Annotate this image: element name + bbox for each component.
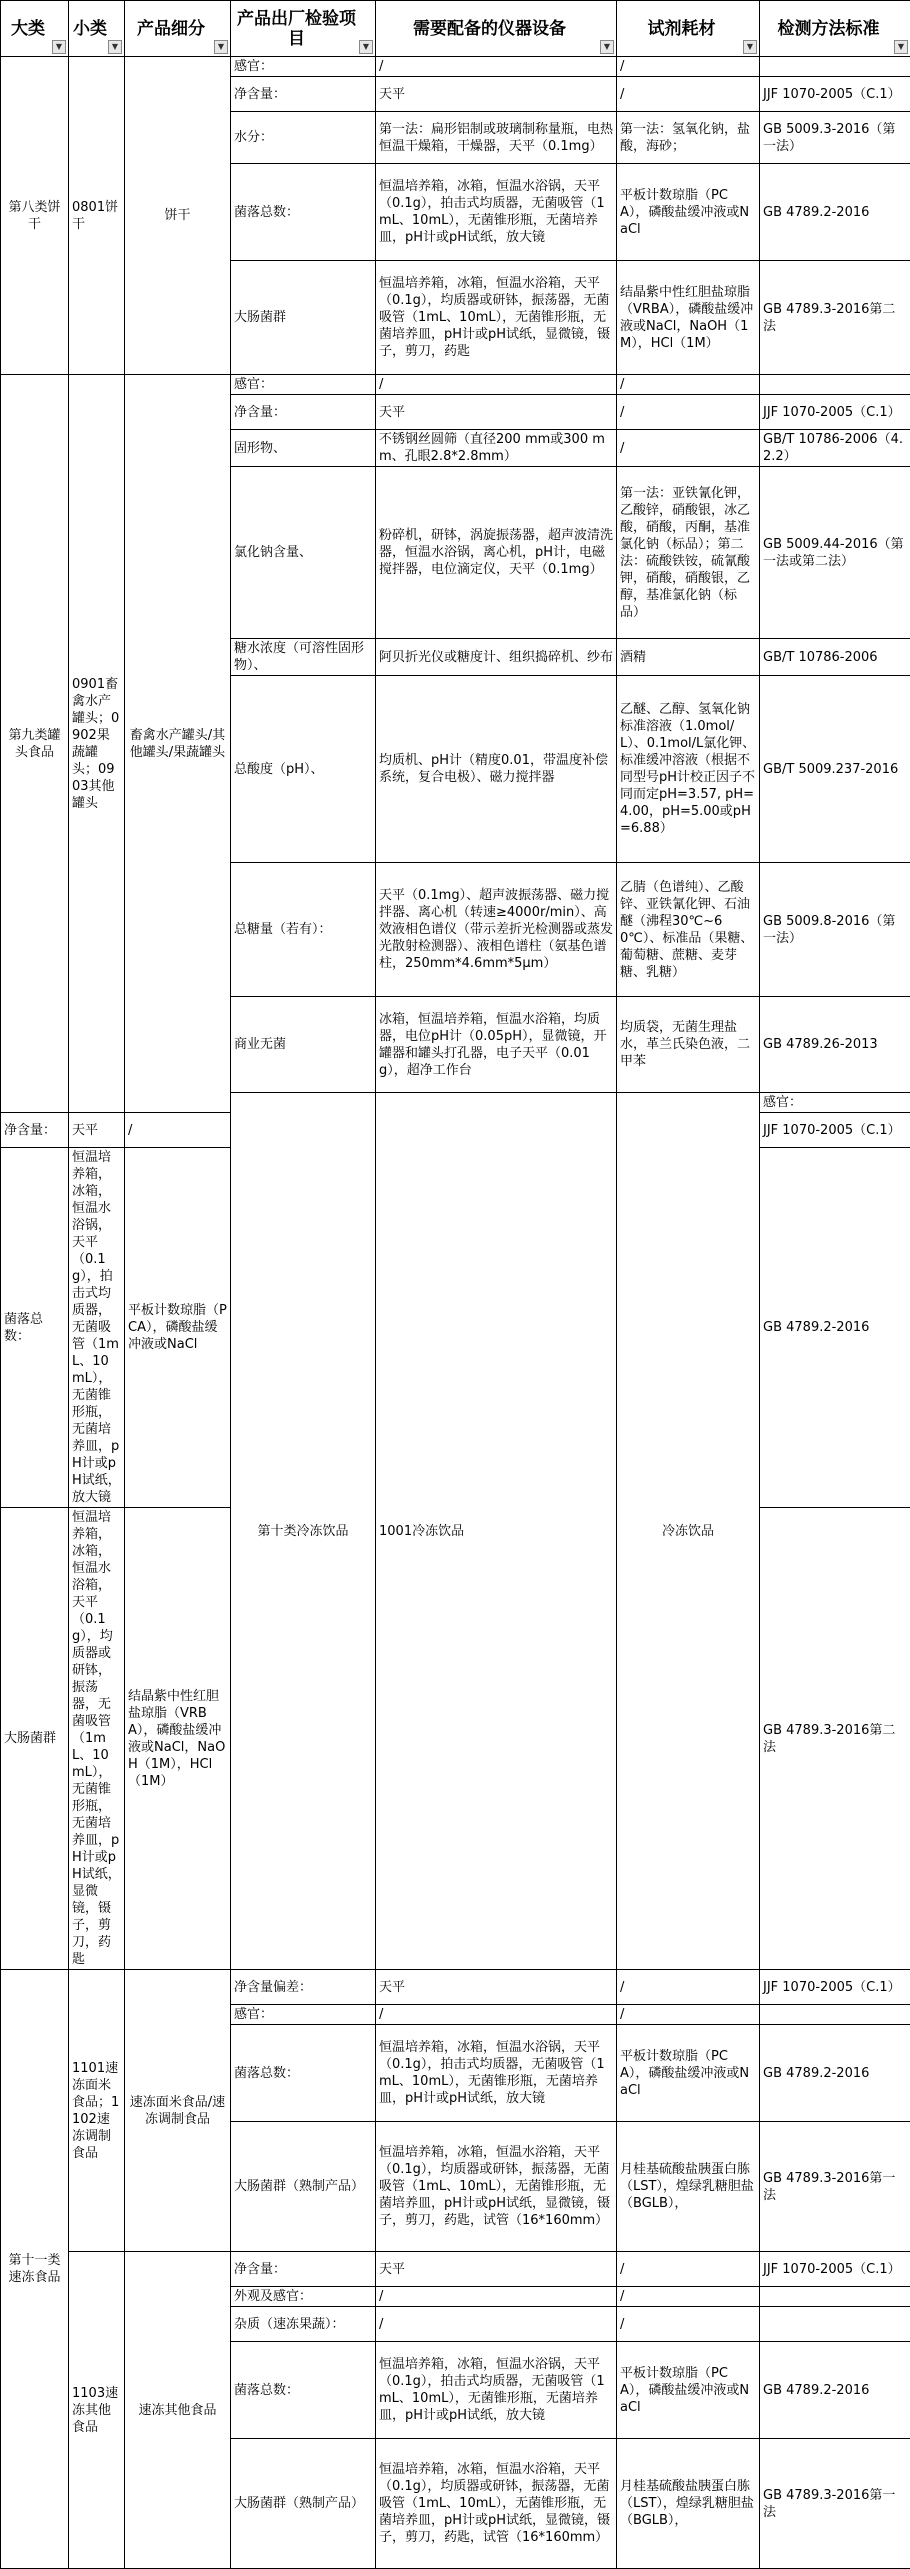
equipment-cell: 恒温培养箱，冰箱，恒温水浴箱，天平（0.1g），均质器或研钵，振荡器，无菌吸管（1mL、10mL），无菌锥形瓶，无菌培养皿，pH计或pH试纸，显微镜，镊子，剪刀，药匙: [376, 261, 617, 375]
filter-dropdown-icon[interactable]: ▼: [600, 40, 614, 54]
reagent-cell: /: [617, 1970, 760, 2005]
equipment-cell: 不锈钢丝圆筛（直径200 mm或300 mm、孔眼2.8*2.8mm）: [376, 430, 617, 467]
reagent-cell: 第一法：亚铁氰化钾，乙酸锌，硝酸银，冰乙酸，硝酸，丙酮，基准氯化钠（标品）；第二法：硫酸铁铵，硫氰酸钾，硝酸，硝酸银，乙醇，基准氯化钠（标品）: [617, 467, 760, 639]
item-cell: 菌落总数：: [1, 1148, 69, 1508]
reagent-cell: 结晶紫中性红胆盐琼脂（VRBA），磷酸盐缓冲液或NaCl，NaOH（1M），HCl（1M）: [617, 261, 760, 375]
filter-dropdown-icon[interactable]: ▼: [743, 40, 757, 54]
item-cell: 感官：: [760, 1093, 910, 1113]
equipment-cell: 天平: [69, 1113, 125, 1148]
item-cell: 大肠菌群（熟制产品）: [231, 2439, 376, 2569]
item-cell: 杂质（速冻果蔬）：: [231, 2307, 376, 2342]
header-category: 大类 ▼: [1, 1, 69, 57]
item-cell: 总糖量（若有）：: [231, 863, 376, 997]
reagent-cell: 第一法：氢氧化钠，盐酸，海砂；: [617, 112, 760, 164]
reagent-cell: /: [617, 2005, 760, 2025]
standard-cell: GB 4789.2-2016: [760, 1148, 910, 1508]
equipment-cell: 恒温培养箱，冰箱，恒温水浴锅，天平（0.1g），拍击式均质器，无菌吸管（1mL、10mL），无菌锥形瓶，无菌培养皿，pH计或pH试纸，放大镜: [376, 2025, 617, 2122]
standard-cell: GB 4789.3-2016第一法: [760, 2439, 910, 2569]
equipment-cell: 第一法：扁形铝制或玻璃制称量瓶，电热恒温干燥箱，干燥器，天平（0.1mg）: [376, 112, 617, 164]
item-cell: 固形物、: [231, 430, 376, 467]
subcategory-cell: 0901畜禽水产罐头；0902果蔬罐头；0903其他罐头: [69, 375, 125, 1113]
item-cell: 大肠菌群（熟制产品）: [231, 2122, 376, 2252]
equipment-cell: 粉碎机，研钵，涡旋振荡器，超声波清洗器，恒温水浴锅，离心机，pH计，电磁搅拌器，电位滴定仪，天平（0.1mg）: [376, 467, 617, 639]
product-cell: 冷冻饮品: [617, 1093, 760, 1970]
standard-cell: GB 5009.44-2016（第一法或第二法）: [760, 467, 910, 639]
reagent-cell: 平板计数琼脂（PCA），磷酸盐缓冲液或NaCl: [617, 2025, 760, 2122]
standard-cell: [760, 2005, 910, 2025]
standard-cell: GB 4789.2-2016: [760, 164, 910, 261]
standard-cell: [760, 2307, 910, 2342]
equipment-cell: 天平: [376, 77, 617, 112]
subcategory-cell: 1101速冻面米食品；1102速冻调制食品: [69, 1970, 125, 2252]
item-cell: 感官：: [231, 57, 376, 77]
reagent-cell: 结晶紫中性红胆盐琼脂（VRBA），磷酸盐缓冲液或NaCl，NaOH（1M），HCl（1M）: [125, 1508, 231, 1970]
item-cell: 外观及感官：: [231, 2287, 376, 2307]
reagent-cell: 平板计数琼脂（PCA），磷酸盐缓冲液或NaCl: [617, 164, 760, 261]
standard-cell: GB/T 10786-2006（4.2.2）: [760, 430, 910, 467]
product-cell: 速冻其他食品: [125, 2252, 231, 2569]
reagent-cell: /: [617, 2252, 760, 2287]
standard-cell: GB 4789.3-2016第一法: [760, 2122, 910, 2252]
subcategory-cell: 1001冷冻饮品: [376, 1093, 617, 1970]
reagent-cell: 乙醚、乙醇、氢氧化钠标准溶液（1.0mol/L）、0.1mol/L氯化钾、标准缓冲溶液（根据不同型号pH计校正因子不同而定pH=3.57, pH=4.00，pH=5.00或pH=6.88）: [617, 676, 760, 863]
equipment-cell: 阿贝折光仪或糖度计、组织捣碎机、纱布: [376, 639, 617, 676]
standard-cell: JJF 1070-2005（C.1）: [760, 1113, 910, 1148]
standard-cell: GB 4789.2-2016: [760, 2025, 910, 2122]
filter-dropdown-icon[interactable]: ▼: [214, 40, 228, 54]
item-cell: 氯化钠含量、: [231, 467, 376, 639]
item-cell: 大肠菌群: [1, 1508, 69, 1970]
reagent-cell: 平板计数琼脂（PCA），磷酸盐缓冲液或NaCl: [617, 2342, 760, 2439]
product-cell: 饼干: [125, 57, 231, 375]
item-cell: 总酸度（pH）、: [231, 676, 376, 863]
table-row: [1, 57, 910, 77]
header-product: 产品细分 ▼: [125, 1, 231, 57]
reagent-cell: /: [617, 2307, 760, 2342]
reagent-cell: /: [617, 77, 760, 112]
category-cell: 第十一类速冻食品: [1, 1970, 69, 2569]
equipment-cell: 恒温培养箱，冰箱，恒温水浴锅，天平（0.1g），拍击式均质器，无菌吸管（1mL、10mL），无菌锥形瓶，无菌培养皿，pH计或pH试纸，放大镜: [69, 1148, 125, 1508]
header-standard: 检测方法标准 ▼: [760, 1, 910, 57]
reagent-cell: /: [617, 2287, 760, 2307]
item-cell: 水分：: [231, 112, 376, 164]
product-cell: 畜禽水产罐头/其他罐头/果蔬罐头: [125, 375, 231, 1113]
reagent-cell: 月桂基硫酸盐胰蛋白胨（LST），煌绿乳糖胆盐（BGLB），: [617, 2122, 760, 2252]
standard-cell: JJF 1070-2005（C.1）: [760, 77, 910, 112]
filter-dropdown-icon[interactable]: ▼: [359, 40, 373, 54]
standard-cell: GB/T 10786-2006: [760, 639, 910, 676]
filter-dropdown-icon[interactable]: ▼: [108, 40, 122, 54]
item-cell: 净含量：: [1, 1113, 69, 1148]
reagent-cell: 乙腈（色谱纯）、乙酸锌、亚铁氰化钾、石油醚（沸程30℃~60℃）、标准品（果糖、葡萄糖、蔗糖、麦芽糖、乳糖）: [617, 863, 760, 997]
item-cell: 菌落总数：: [231, 2025, 376, 2122]
standard-cell: JJF 1070-2005（C.1）: [760, 2252, 910, 2287]
equipment-cell: 天平: [376, 395, 617, 430]
standard-cell: GB 4789.26-2013: [760, 997, 910, 1093]
reagent-cell: /: [617, 57, 760, 77]
equipment-cell: 天平（0.1mg）、超声波振荡器、磁力搅拌器、离心机（转速≥4000r/min）、高效液相色谱仪（带示差折光检测器或蒸发光散射检测器）、液相色谱柱（氨基色谱柱，250mm*4.6mm*5μm）: [376, 863, 617, 997]
equipment-cell: 恒温培养箱，冰箱，恒温水浴锅，天平（0.1g），拍击式均质器，无菌吸管（1mL、10mL），无菌锥形瓶，无菌培养皿，pH计或pH试纸，放大镜: [376, 2342, 617, 2439]
item-cell: 净含量偏差：: [231, 1970, 376, 2005]
reagent-cell: /: [617, 375, 760, 395]
reagent-cell: /: [125, 1113, 231, 1148]
item-cell: 菌落总数：: [231, 164, 376, 261]
subcategory-cell: 1103速冻其他食品: [69, 2252, 125, 2569]
reagent-cell: 均质袋，无菌生理盐水，革兰氏染色液，二甲苯: [617, 997, 760, 1093]
standard-cell: [760, 57, 910, 77]
header-item: 产品出厂检验项目 ▼: [231, 1, 376, 57]
equipment-cell: 天平: [376, 2252, 617, 2287]
reagent-cell: 月桂基硫酸盐胰蛋白胨（LST），煌绿乳糖胆盐（BGLB），: [617, 2439, 760, 2569]
header-reagents: 试剂耗材 ▼: [617, 1, 760, 57]
filter-dropdown-icon[interactable]: ▼: [52, 40, 66, 54]
standard-cell: GB 4789.2-2016: [760, 2342, 910, 2439]
item-cell: 商业无菌: [231, 997, 376, 1093]
item-cell: 净含量：: [231, 77, 376, 112]
reagent-cell: /: [617, 395, 760, 430]
equipment-cell: 恒温培养箱，冰箱，恒温水浴箱，天平（0.1g），均质器或研钵，振荡器，无菌吸管（1mL、10mL），无菌锥形瓶，无菌培养皿，pH计或pH试纸，显微镜，镊子，剪刀，药匙，试管（16*160mm）: [376, 2439, 617, 2569]
category-cell: 第九类罐头食品: [1, 375, 69, 1113]
table-row: [1, 2252, 910, 2287]
standard-cell: [760, 2287, 910, 2307]
category-cell: 第十类冷冻饮品: [231, 1093, 376, 1970]
header-subcategory: 小类 ▼: [69, 1, 125, 57]
equipment-cell: /: [376, 375, 617, 395]
item-cell: 感官：: [231, 375, 376, 395]
equipment-cell: 恒温培养箱，冰箱，恒温水浴箱，天平（0.1g），均质器或研钵，振荡器，无菌吸管（1mL、10mL），无菌锥形瓶，无菌培养皿，pH计或pH试纸，显微镜，镊子，剪刀，药匙: [69, 1508, 125, 1970]
filter-dropdown-icon[interactable]: ▼: [894, 40, 908, 54]
table-row: [1, 1970, 910, 2005]
equipment-cell: 恒温培养箱，冰箱，恒温水浴箱，天平（0.1g），均质器或研钵，振荡器，无菌吸管（1mL、10mL），无菌锥形瓶，无菌培养皿，pH计或pH试纸，显微镜，镊子，剪刀，药匙，试管（16*160mm）: [376, 2122, 617, 2252]
standard-cell: GB 5009.8-2016（第一法）: [760, 863, 910, 997]
header-row: [1, 1, 910, 57]
category-cell: 第八类饼干: [1, 57, 69, 375]
standard-cell: JJF 1070-2005（C.1）: [760, 1970, 910, 2005]
standard-cell: GB 5009.3-2016（第一法）: [760, 112, 910, 164]
product-cell: 速冻面米食品/速冻调制食品: [125, 1970, 231, 2252]
reagent-cell: 平板计数琼脂（PCA），磷酸盐缓冲液或NaCl: [125, 1148, 231, 1508]
item-cell: 糖水浓度（可溶性固形物）、: [231, 639, 376, 676]
standard-cell: GB 4789.3-2016第二法: [760, 261, 910, 375]
reagent-cell: 酒精: [617, 639, 760, 676]
equipment-cell: 天平: [376, 1970, 617, 2005]
reagent-cell: /: [617, 430, 760, 467]
header-equipment: 需要配备的仪器设备 ▼: [376, 1, 617, 57]
equipment-cell: 恒温培养箱，冰箱，恒温水浴锅，天平（0.1g），拍击式均质器，无菌吸管（1mL、10mL），无菌锥形瓶，无菌培养皿，pH计或pH试纸，放大镜: [376, 164, 617, 261]
equipment-cell: 均质机、pH计（精度0.01，带温度补偿系统，复合电极）、磁力搅拌器: [376, 676, 617, 863]
standard-cell: GB 4789.3-2016第二法: [760, 1508, 910, 1970]
equipment-cell: /: [376, 57, 617, 77]
equipment-cell: /: [376, 2005, 617, 2025]
equipment-cell: 冰箱，恒温培养箱，恒温水浴箱，均质器，电位pH计（0.05pH），显微镜，开罐器和罐头打孔器，电子天平（0.01g），超净工作台: [376, 997, 617, 1093]
item-cell: 净含量：: [231, 395, 376, 430]
subcategory-cell: 0801饼干: [69, 57, 125, 375]
item-cell: 菌落总数：: [231, 2342, 376, 2439]
standard-cell: [760, 375, 910, 395]
equipment-cell: /: [376, 2307, 617, 2342]
item-cell: 净含量：: [231, 2252, 376, 2287]
standard-cell: GB/T 5009.237-2016: [760, 676, 910, 863]
table-row: [1, 375, 910, 395]
standard-cell: JJF 1070-2005（C.1）: [760, 395, 910, 430]
item-cell: 大肠菌群: [231, 261, 376, 375]
item-cell: 感官：: [231, 2005, 376, 2025]
equipment-cell: /: [376, 2287, 617, 2307]
